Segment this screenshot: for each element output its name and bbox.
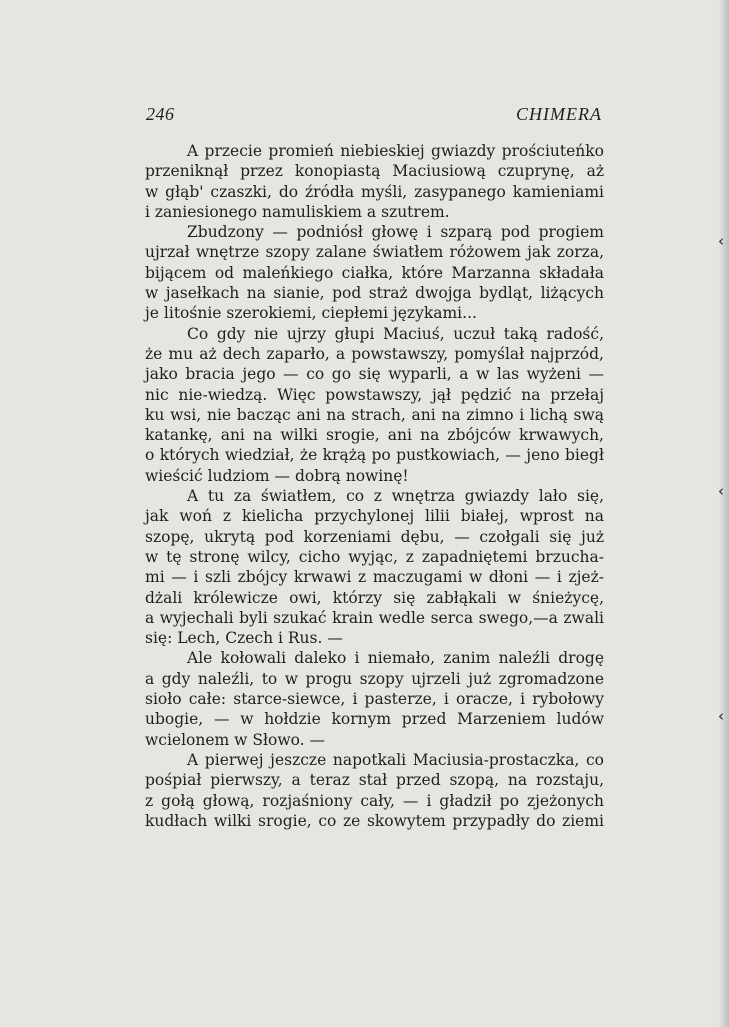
page-number: 246 bbox=[146, 104, 175, 124]
text-line: jako bracia jego — co go się wyparli, a w las wyżeni — bbox=[145, 365, 604, 384]
text-line: je litośnie szerokiemi, ciepłemi językami... bbox=[145, 304, 477, 323]
text-line: pośpiał pierwszy, a teraz stał przed szopą, na rozstaju, bbox=[145, 771, 604, 790]
text-line: A pierwej jeszcze napotkali Maciusia-prostaczka, co bbox=[187, 750, 604, 769]
text-line: w jasełkach na sianie, pod straż dwojga bydląt, liżących bbox=[145, 284, 604, 303]
text-line: w tę stronę wilcy, cicho wyjąc, z zapadniętemi brzucha- bbox=[145, 547, 604, 566]
text-line: dżali królewicze owi, którzy się zabłąkali w śnieżycę, bbox=[145, 588, 604, 607]
text-line: mi — i szli zbójcy krwawi z maczugami w dłoni — i zjeż- bbox=[145, 568, 604, 587]
text-line: sioło całe: starce-siewce, i pasterze, i oracze, i rybołowy bbox=[145, 690, 604, 709]
text-line: i zaniesionego namuliskiem a szutrem. bbox=[145, 202, 450, 221]
paragraph-1 bbox=[145, 141, 604, 222]
text-line: wieścić ludziom — dobrą nowinę! bbox=[145, 466, 409, 485]
text-line: nic nie-wiedzą. Więc powstawszy, jął pędzić na przełaj bbox=[145, 385, 604, 404]
paragraph-4 bbox=[145, 486, 604, 648]
text-line: Co gdy nie ujrzy głupi Maciuś, uczuł taką radość, bbox=[187, 324, 604, 343]
paragraph-6 bbox=[145, 750, 604, 831]
text-line: ku wsi, nie bacząc ani na strach, ani na zimno i lichą swą bbox=[145, 405, 604, 424]
running-title: CHIMERA bbox=[516, 104, 602, 124]
text-line: A tu za światłem, co z wnętrza gwiazdy lało się, bbox=[187, 487, 604, 506]
text-line: A przecie promień niebieskiej gwiazdy prościuteńko bbox=[187, 142, 604, 160]
text-line: w głąb' czaszki, do źródła myśli, zasypanego kamieniami bbox=[145, 182, 604, 201]
text-line: bijącem od maleńkiego ciałka, które Marzanna składała bbox=[145, 263, 604, 282]
text-line: ujrzał wnętrze szopy zalane światłem różowem jak zorza, bbox=[145, 243, 604, 262]
text-line: szopę, ukrytą pod korzeniami dębu, — czołgali się już bbox=[145, 527, 604, 546]
text-line: a gdy naleźli, to w progu szopy ujrzeli już zgromadzone bbox=[145, 669, 604, 688]
text-line: Ale kołowali daleko i niemało, zanim naleźli drogę bbox=[187, 649, 604, 668]
paragraph-3 bbox=[145, 324, 604, 486]
page-header bbox=[146, 104, 602, 128]
text-line: przeniknął przez konopiastą Maciusiową czuprynę, aż bbox=[145, 162, 604, 181]
text-line: kudłach wilki srogie, co ze skowytem przypadły do ziemi bbox=[145, 811, 604, 830]
text-line: że mu aż dech zaparło, a powstawszy, pomyślał najprzód, bbox=[145, 344, 604, 363]
scan-page-edge bbox=[719, 0, 729, 1027]
paragraph-5 bbox=[145, 648, 604, 749]
text-line: a wyjechali byli szukać krain wedle serca swego,—a zwali bbox=[145, 608, 604, 627]
margin-mark: ‹ bbox=[718, 232, 724, 250]
text-line: ubogie, — w hołdzie kornym przed Marzeniem ludów bbox=[145, 710, 604, 729]
margin-mark: ‹ bbox=[718, 707, 724, 725]
text-line: się: Lech, Czech i Rus. — bbox=[145, 629, 343, 648]
paragraph-2 bbox=[145, 222, 604, 323]
text-line: wcielonem w Słowo. — bbox=[145, 730, 325, 749]
text-line: z gołą głową, rozjaśniony cały, — i gładził po zjeżonych bbox=[145, 791, 604, 810]
text-line: Zbudzony — podniósł głowę i szparą pod progiem bbox=[187, 223, 604, 242]
margin-mark: ‹ bbox=[718, 482, 724, 500]
text-line: jak woń z kielicha przychylonej lilii białej, wprost na bbox=[145, 507, 604, 526]
body-text bbox=[145, 141, 604, 831]
text-line: katankę, ani na wilki srogie, ani na zbójców krwawych, bbox=[145, 426, 604, 445]
text-line: o których wiedział, że krążą po pustkowiach, — jeno biegł bbox=[145, 446, 604, 465]
